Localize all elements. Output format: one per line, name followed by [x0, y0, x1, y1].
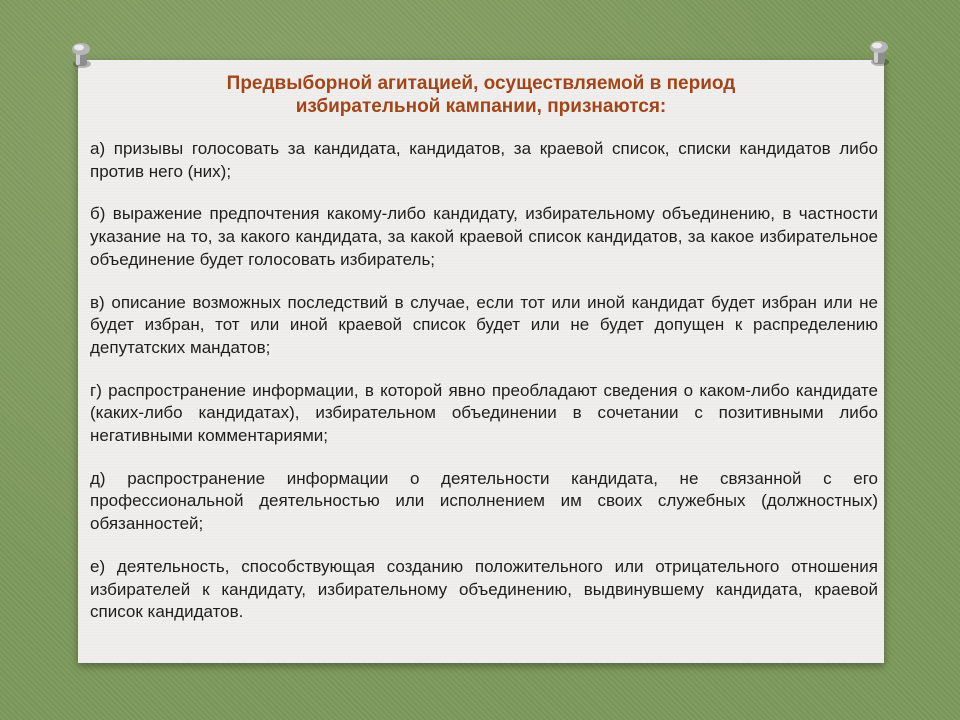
paragraph-b: б) выражение предпочтения какому-либо кандидату, избирательному объединению, в частности указание на то, за какого кандидата, за какой краевой список кандидатов, за какое избирательное объединение будет голосовать избиратель; — [90, 204, 878, 269]
paragraph-g: г) распространение информации, в которой явно преобладают сведения о каком-либо кандидате (каких-либо кандидатах), избирательном объединении в сочетании с позитивными либо негативными комментариями; — [90, 380, 878, 446]
paragraph-v: в) описание возможных последствий в случае, если тот или иной кандидат будет избран или не будет избран, тот или иной краевой список будет или не будет допущен к распределению депутатских мандатов; — [90, 292, 878, 357]
title-line-1: Предвыборной агитацией, осуществляемой в период — [226, 73, 736, 94]
paragraph-d: д) распространение информации о деятельности кандидата, не связанной с его профессиональной деятельностью или исполнением им своих служебных (должностных) обязанностей; — [90, 468, 878, 534]
pushpin-icon-left — [64, 40, 98, 74]
paragraph-list — [90, 138, 878, 644]
title-line-2: избирательной кампании, признаются: — [295, 96, 667, 117]
content-card — [78, 60, 884, 663]
paragraph-e: е) деятельность, способствующая созданию положительного или отрицательного отношения избирателей к кандидату, избирательному объединению, выдвинувшему кандидата, краевой список кандидатов. — [90, 556, 878, 622]
paragraph-a: а) призывы голосовать за кандидата, кандидатов, за краевой список, списки кандидатов либо против него (них); — [90, 139, 878, 181]
pushpin-icon-right — [862, 38, 896, 72]
slide-title — [78, 72, 884, 118]
